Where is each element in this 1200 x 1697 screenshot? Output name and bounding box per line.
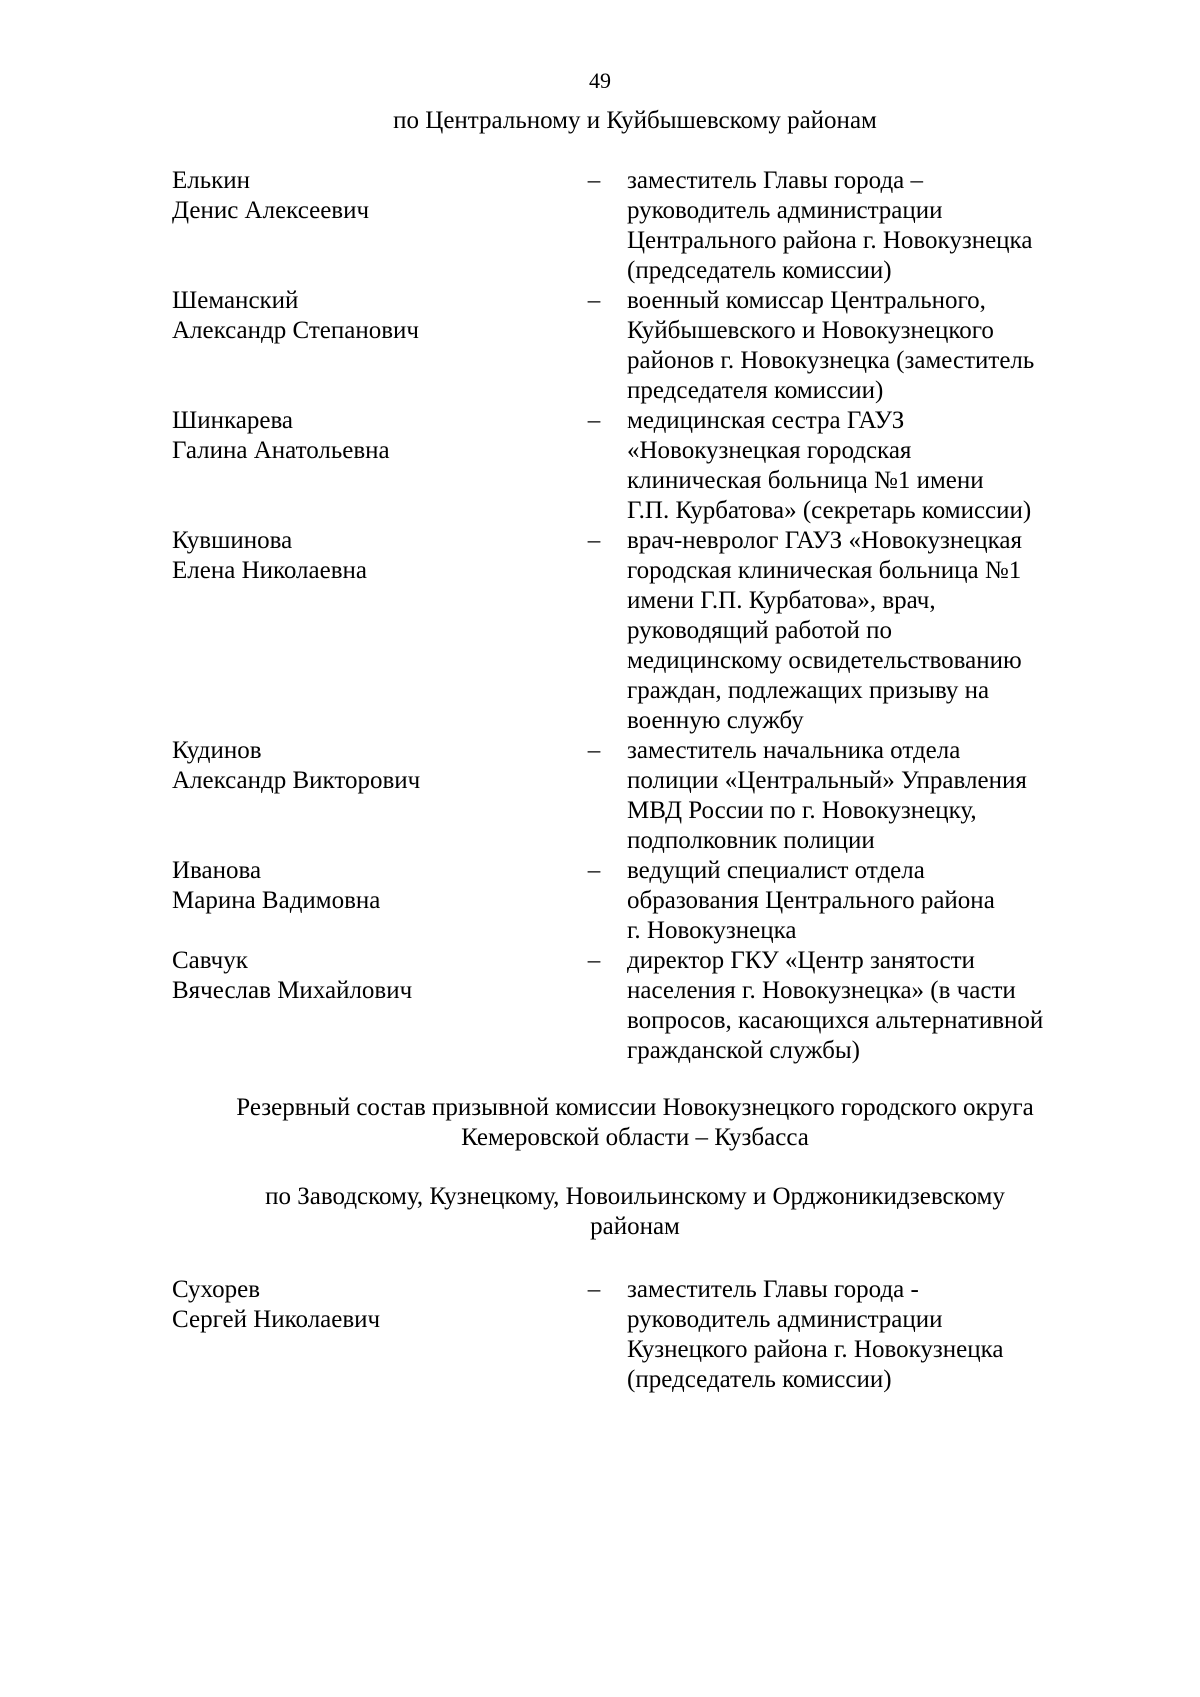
member-row (172, 286, 1112, 406)
section2-heading-line2: районам (590, 1213, 680, 1240)
section2-heading-line1: по Заводскому, Кузнецкому, Новоильинскому и Орджоникидзевскому (265, 1183, 1005, 1210)
member-dash: – (587, 407, 601, 434)
member-name: Шеманский Александр Степанович (172, 287, 419, 344)
member-row (172, 736, 1112, 856)
member-dash: – (587, 1276, 601, 1303)
section2-roster (172, 1275, 1112, 1395)
member-name: Шинкарева Галина Анатольевна (172, 407, 390, 464)
section2-heading (140, 1182, 1130, 1242)
member-role: медицинская сестра ГАУЗ «Новокузнецкая городская клиническая больница №1 имени Г.П. Курбатова» (секретарь комиссии) (627, 407, 1032, 524)
member-name: Иванова Марина Вадимовна (172, 857, 381, 914)
member-row (172, 406, 1112, 526)
page-number: 49 (589, 68, 611, 93)
member-role: врач-невролог ГАУЗ «Новокузнецкая городская клиническая больница №1 имени Г.П. Курбатова», врач, руководящий работой по медицинскому освидетельствованию граждан, подлежащих призыву на военную службу (627, 527, 1023, 734)
reserve-title-line2: Кемеровской области – Кузбасса (461, 1124, 809, 1151)
section1-heading: по Центральному и Куйбышевскому районам (393, 107, 877, 134)
member-role: ведущий специалист отдела образования Центрального района г. Новокузнецка (627, 857, 995, 944)
reserve-title (140, 1093, 1130, 1153)
member-dash: – (587, 527, 601, 554)
member-row (172, 946, 1112, 1066)
member-row (172, 1275, 1112, 1395)
member-role: военный комиссар Центрального, Куйбышевского и Новокузнецкого районов г. Новокузнецка (заместитель председателя комиссии) (627, 287, 1035, 404)
member-dash: – (587, 857, 601, 884)
member-dash: – (587, 737, 601, 764)
member-name: Савчук Вячеслав Михайлович (172, 947, 413, 1004)
member-row (172, 856, 1112, 946)
member-name: Сухорев Сергей Николаевич (172, 1276, 381, 1333)
member-row (172, 166, 1112, 286)
member-dash: – (587, 287, 601, 314)
member-role: заместитель начальника отдела полиции «Центральный» Управления МВД России по г. Новокузнецку, подполковник полиции (627, 737, 1027, 854)
member-name: Елькин Денис Алексеевич (172, 167, 370, 224)
member-dash: – (587, 167, 601, 194)
member-role: директор ГКУ «Центр занятости населения г. Новокузнецка» (в части вопросов, касающихся альтернативной гражданской службы) (627, 947, 1044, 1064)
section1-roster (172, 166, 1112, 1066)
member-role: заместитель Главы города - руководитель администрации Кузнецкого района г. Новокузнецка (председатель комиссии) (627, 1276, 1004, 1393)
member-name: Кувшинова Елена Николаевна (172, 527, 367, 584)
member-role: заместитель Главы города – руководитель администрации Центрального района г. Новокузнецка (председатель комиссии) (627, 167, 1033, 284)
member-dash: – (587, 947, 601, 974)
member-name: Кудинов Александр Викторович (172, 737, 421, 794)
reserve-title-line1: Резервный состав призывной комиссии Новокузнецкого городского округа (236, 1094, 1034, 1121)
member-row (172, 526, 1112, 736)
